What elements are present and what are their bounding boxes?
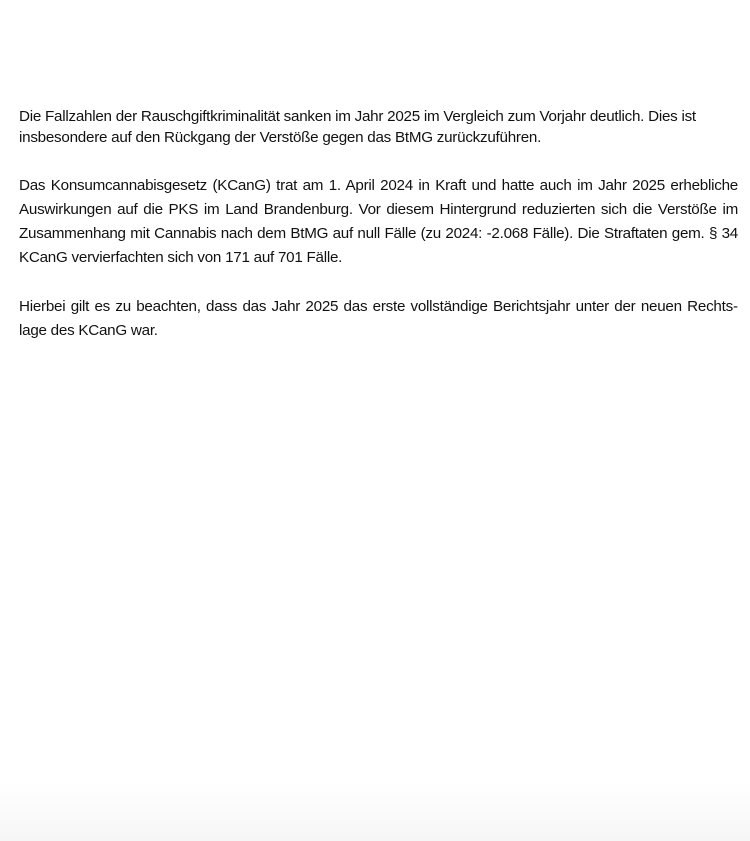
paragraph-1: Die Fallzahlen der Rauschgiftkriminalität sanken im Jahr 2025 im Vergleich zum Vorjahr deutlich. Dies ist insbesondere auf den Rückgang der Verstöße gegen das BtMG zurückzuführen.: [19, 108, 696, 146]
page-bottom-shadow: [0, 781, 750, 841]
paragraph-2: Das Konsumcannabisgesetz (KCanG) trat am 1. April 2024 in Kraft und hatte auch im Jahr 2025 erhebliche Auswirkungen auf die PKS im Land Brandenburg. Vor diesem Hintergrund reduzierten sich die Verstöße im Zusammenhang mit Cannabis nach dem BtMG auf null Fälle (zu 2024: -2.068 Fälle). Die Straftaten gem. § 34 KCanG vervierfachten sich von 171 auf 701 Fälle.: [19, 177, 738, 266]
document-body: [19, 106, 738, 343]
paragraph-3: Hierbei gilt es zu beachten, dass das Jahr 2025 das erste vollständige Berichtsjahr unter der neuen Rechtslage des KCanG war.: [19, 298, 738, 339]
